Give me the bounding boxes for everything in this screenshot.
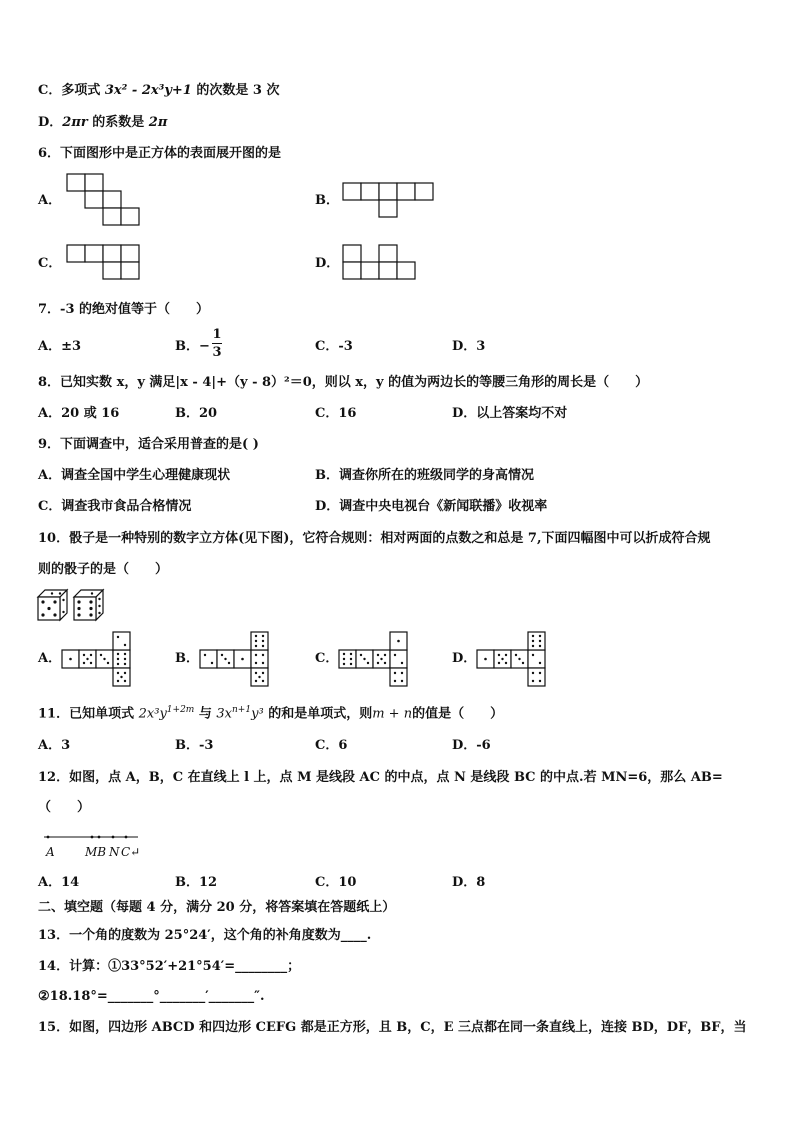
q13-text: 13．一个角的度数为 25°24′，这个角的补角度数为____. xyxy=(38,928,372,943)
q7-option-a: A．±3 xyxy=(38,339,82,354)
q9-option-d: D．调查中央电视台《新闻联播》收视率 xyxy=(315,499,548,514)
q12-point-a: A xyxy=(46,845,55,859)
q12-stem-line1: 12．如图，点 A，B，C 在直线上 l 上，点 M 是线段 AC 的中点，点 N 是线段 BC 的中点.若 MN=6，那么 AB= xyxy=(38,770,723,785)
q6-label-a: A． xyxy=(38,193,62,208)
q6-label-b: B． xyxy=(315,193,339,208)
q7-option-b-fraction: 1 3 xyxy=(212,327,222,360)
q12-option-a: A．14 xyxy=(38,875,80,890)
q10-label-a: A． xyxy=(38,651,62,666)
q9-option-c: C．调查我市食品合格情况 xyxy=(38,499,192,514)
q10-net-a xyxy=(61,631,135,689)
q7-option-d: D．3 xyxy=(452,339,486,354)
die-2 xyxy=(74,590,103,620)
q9-option-b: B．调查你所在的班级同学的身高情况 xyxy=(315,468,534,483)
q11-option-c: C．6 xyxy=(315,738,348,753)
q10-net-d xyxy=(476,631,550,689)
q6-label-d: D． xyxy=(315,256,340,271)
q11-stem: 11．已知单项式 $2x^3y^{1+2m}$ 与 $3x^{n+1}y^3$ 的和是单项式，则m + n的值是（ ） xyxy=(38,705,504,722)
q8-option-d: D．以上答案均不对 xyxy=(452,406,568,421)
q8-option-a: A．20 或 16 xyxy=(38,406,120,421)
q5-option-d: D．2πr 的系数是 2π xyxy=(38,115,168,130)
q6-net-b xyxy=(342,182,436,220)
q5-option-c: C．多项式 3x² - 2x³y+1 的次数是 3 次 xyxy=(38,83,280,98)
q6-label-c: C． xyxy=(38,256,62,271)
q15-text: 15．如图，四边形 ABCD 和四边形 CEFG 都是正方形，且 B，C，E 三点都在同一条直线上，连接 BD，DF，BF，当 xyxy=(38,1020,747,1035)
q12-option-d: D．8 xyxy=(452,875,486,890)
q12-number-line xyxy=(42,832,142,842)
q10-label-d: D． xyxy=(452,651,477,666)
q12-point-c: C↵ xyxy=(121,845,141,859)
q7-option-b-label: B．− xyxy=(175,339,210,354)
q6-net-d xyxy=(342,244,422,282)
q12-stem-line2: （ ） xyxy=(38,800,91,815)
q14-line1: 14．计算：①33°52′+21°54′=________； xyxy=(38,959,301,974)
q9-stem: 9．下面调查中，适合采用普查的是( ) xyxy=(38,437,259,452)
q6-stem: 6．下面图形中是正方体的表面展开图的是 xyxy=(38,146,282,161)
q12-option-b: B．12 xyxy=(175,875,218,890)
q10-net-b xyxy=(199,631,273,689)
q8-option-b: B．20 xyxy=(175,406,218,421)
q10-label-b: B． xyxy=(175,651,199,666)
q12-point-n: N xyxy=(109,845,120,859)
q6-net-a xyxy=(66,173,142,229)
q9-option-a: A．调查全国中学生心理健康现状 xyxy=(38,468,231,483)
q7-stem: 7．-3 的绝对值等于（ ） xyxy=(38,302,210,317)
q7-option-c: C．-3 xyxy=(315,339,353,354)
q10-label-c: C． xyxy=(315,651,339,666)
q6-net-c xyxy=(66,244,142,282)
q10-stem-line1: 10．骰子是一种特别的数字立方体(见下图)，它符合规则：相对两面的点数之和总是 7,下面四幅图中可以折成符合规 xyxy=(38,531,711,546)
q8-stem: 8．已知实数 x，y 满足|x - 4|+（y - 8）²＝0，则以 x，y 的值为两边长的等腰三角形的周长是（ ） xyxy=(38,375,649,390)
q11-option-b: B．-3 xyxy=(175,738,214,753)
q11-option-a: A．3 xyxy=(38,738,71,753)
die-1 xyxy=(38,590,67,620)
q10-stem-line2: 则的骰子的是（ ） xyxy=(38,562,169,577)
q12-option-c: C．10 xyxy=(315,875,357,890)
section-2-heading: 二、填空题（每题 4 分，满分 20 分，将答案填在答题纸上） xyxy=(38,900,396,915)
q10-net-c xyxy=(338,631,412,689)
q8-option-c: C．16 xyxy=(315,406,357,421)
q11-option-d: D．-6 xyxy=(452,738,491,753)
q14-line2: ②18.18°=_______°_______′_______″. xyxy=(38,989,265,1004)
q12-point-mb: MB xyxy=(85,845,107,859)
dice-illustration xyxy=(36,588,108,624)
